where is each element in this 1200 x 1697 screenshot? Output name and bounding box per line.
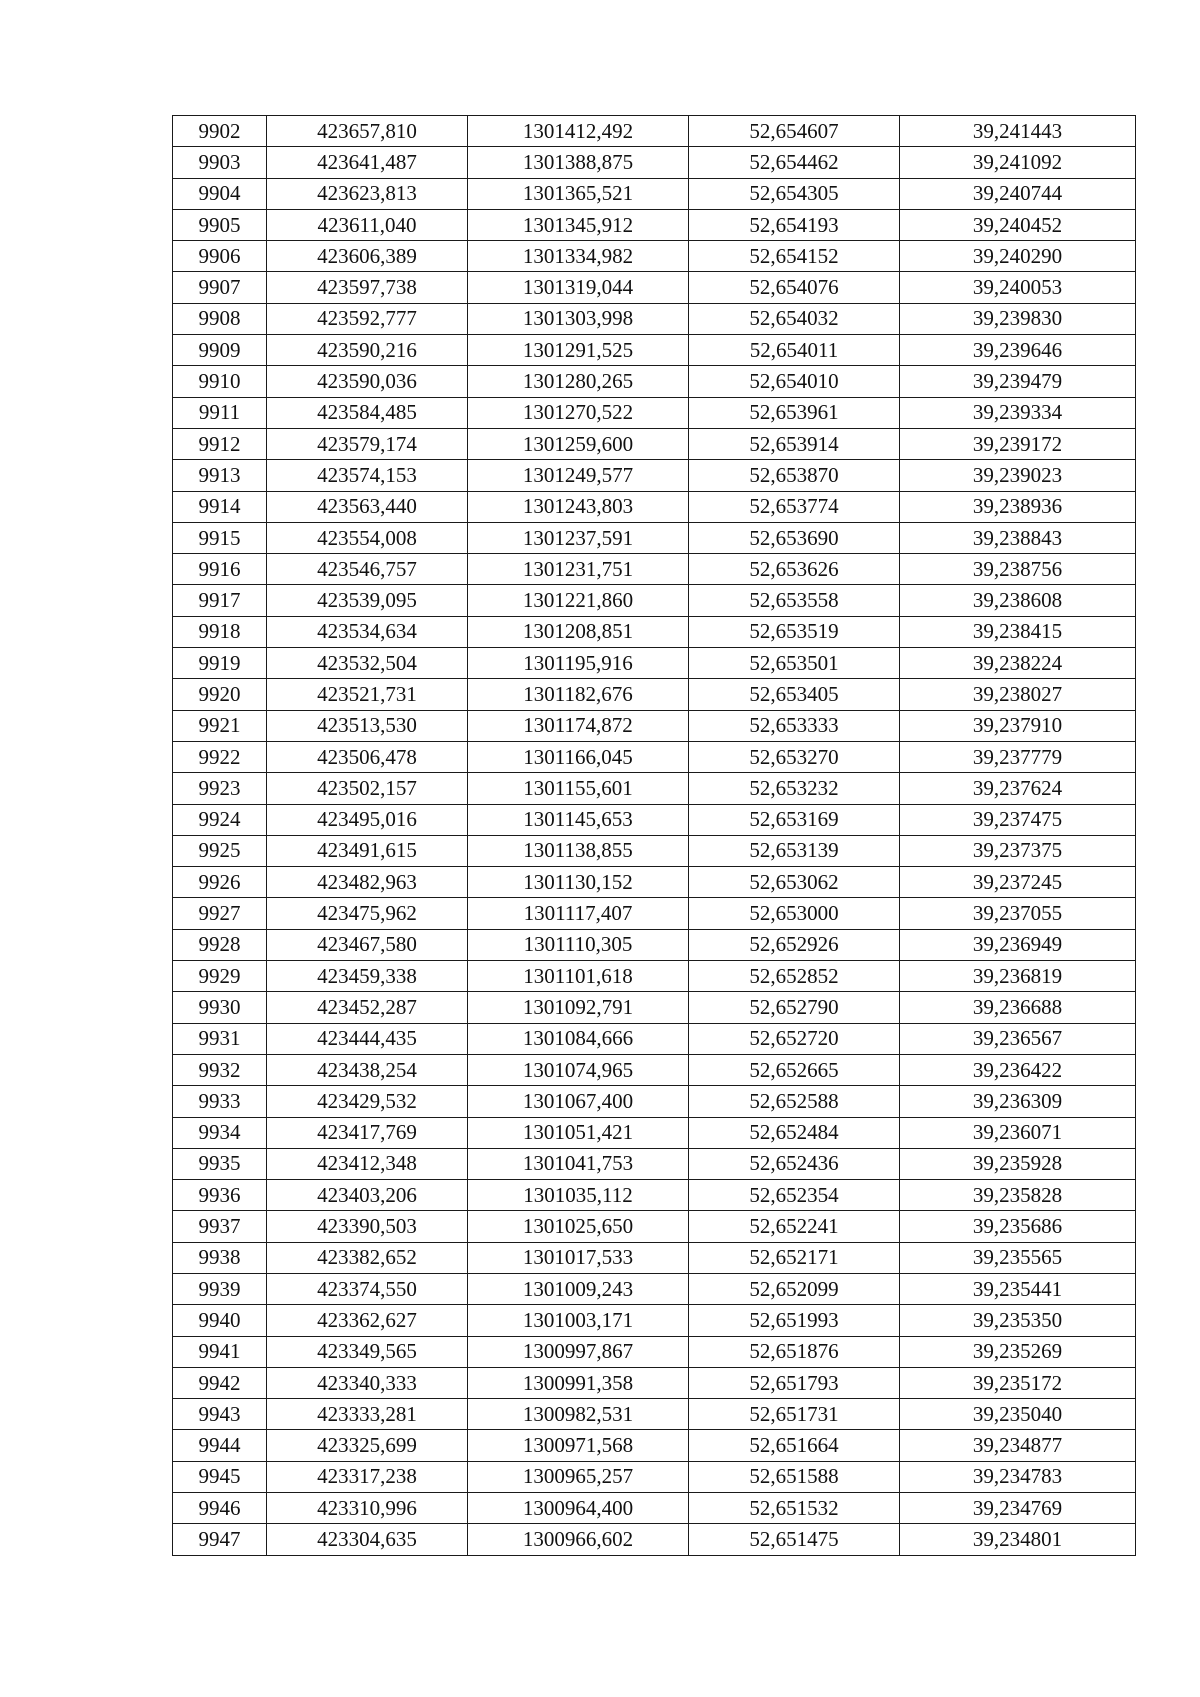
- longitude-cell: 39,239023: [900, 460, 1136, 491]
- latitude-cell: 52,651664: [689, 1430, 900, 1461]
- point-number-cell: 9902: [173, 116, 267, 147]
- x-coordinate-cell: 423502,157: [267, 773, 468, 804]
- x-coordinate-cell: 423429,532: [267, 1086, 468, 1117]
- x-coordinate-cell: 423563,440: [267, 491, 468, 522]
- x-coordinate-cell: 423597,738: [267, 272, 468, 303]
- point-number-cell: 9920: [173, 679, 267, 710]
- longitude-cell: 39,238936: [900, 491, 1136, 522]
- table-row: [173, 178, 1136, 209]
- x-coordinate-cell: 423506,478: [267, 741, 468, 772]
- latitude-cell: 52,654193: [689, 209, 900, 240]
- latitude-cell: 52,654462: [689, 147, 900, 178]
- longitude-cell: 39,239334: [900, 397, 1136, 428]
- table-row: [173, 116, 1136, 147]
- table-row: [173, 585, 1136, 616]
- latitude-cell: 52,654607: [689, 116, 900, 147]
- table-row: [173, 961, 1136, 992]
- table-row: [173, 1399, 1136, 1430]
- point-number-cell: 9943: [173, 1399, 267, 1430]
- point-number-cell: 9904: [173, 178, 267, 209]
- longitude-cell: 39,236949: [900, 929, 1136, 960]
- table-row: [173, 366, 1136, 397]
- longitude-cell: 39,235269: [900, 1336, 1136, 1367]
- x-coordinate-cell: 423657,810: [267, 116, 468, 147]
- y-coordinate-cell: 1301195,916: [468, 648, 689, 679]
- table-row: [173, 1367, 1136, 1398]
- point-number-cell: 9917: [173, 585, 267, 616]
- y-coordinate-cell: 1301221,860: [468, 585, 689, 616]
- x-coordinate-cell: 423641,487: [267, 147, 468, 178]
- table-row: [173, 992, 1136, 1023]
- y-coordinate-cell: 1301291,525: [468, 335, 689, 366]
- point-number-cell: 9936: [173, 1180, 267, 1211]
- x-coordinate-cell: 423362,627: [267, 1305, 468, 1336]
- point-number-cell: 9930: [173, 992, 267, 1023]
- table-row: [173, 1054, 1136, 1085]
- point-number-cell: 9913: [173, 460, 267, 491]
- latitude-cell: 52,653062: [689, 867, 900, 898]
- latitude-cell: 52,653139: [689, 835, 900, 866]
- longitude-cell: 39,236071: [900, 1117, 1136, 1148]
- y-coordinate-cell: 1301067,400: [468, 1086, 689, 1117]
- x-coordinate-cell: 423340,333: [267, 1367, 468, 1398]
- longitude-cell: 39,237055: [900, 898, 1136, 929]
- longitude-cell: 39,234877: [900, 1430, 1136, 1461]
- coordinates-table: [172, 115, 1136, 1556]
- table-row: [173, 1242, 1136, 1273]
- x-coordinate-cell: 423521,731: [267, 679, 468, 710]
- longitude-cell: 39,237475: [900, 804, 1136, 835]
- y-coordinate-cell: 1301138,855: [468, 835, 689, 866]
- latitude-cell: 52,652852: [689, 961, 900, 992]
- x-coordinate-cell: 423611,040: [267, 209, 468, 240]
- x-coordinate-cell: 423482,963: [267, 867, 468, 898]
- y-coordinate-cell: 1301280,265: [468, 366, 689, 397]
- latitude-cell: 52,652926: [689, 929, 900, 960]
- longitude-cell: 39,240290: [900, 241, 1136, 272]
- longitude-cell: 39,236309: [900, 1086, 1136, 1117]
- table-row: [173, 1273, 1136, 1304]
- latitude-cell: 52,652790: [689, 992, 900, 1023]
- latitude-cell: 52,653501: [689, 648, 900, 679]
- table-row: [173, 929, 1136, 960]
- longitude-cell: 39,235040: [900, 1399, 1136, 1430]
- x-coordinate-cell: 423349,565: [267, 1336, 468, 1367]
- table-row: [173, 1493, 1136, 1524]
- table-row: [173, 1148, 1136, 1179]
- table-row: [173, 1211, 1136, 1242]
- table-row: [173, 272, 1136, 303]
- x-coordinate-cell: 423374,550: [267, 1273, 468, 1304]
- y-coordinate-cell: 1301270,522: [468, 397, 689, 428]
- longitude-cell: 39,235565: [900, 1242, 1136, 1273]
- table-row: [173, 397, 1136, 428]
- x-coordinate-cell: 423491,615: [267, 835, 468, 866]
- y-coordinate-cell: 1301182,676: [468, 679, 689, 710]
- y-coordinate-cell: 1301155,601: [468, 773, 689, 804]
- point-number-cell: 9921: [173, 710, 267, 741]
- y-coordinate-cell: 1301041,753: [468, 1148, 689, 1179]
- longitude-cell: 39,239830: [900, 303, 1136, 334]
- y-coordinate-cell: 1301412,492: [468, 116, 689, 147]
- latitude-cell: 52,653690: [689, 522, 900, 553]
- x-coordinate-cell: 423325,699: [267, 1430, 468, 1461]
- y-coordinate-cell: 1301074,965: [468, 1054, 689, 1085]
- point-number-cell: 9942: [173, 1367, 267, 1398]
- latitude-cell: 52,653270: [689, 741, 900, 772]
- point-number-cell: 9914: [173, 491, 267, 522]
- longitude-cell: 39,240744: [900, 178, 1136, 209]
- table-row: [173, 804, 1136, 835]
- table-row: [173, 1336, 1136, 1367]
- table-row: [173, 147, 1136, 178]
- longitude-cell: 39,234783: [900, 1461, 1136, 1492]
- y-coordinate-cell: 1301092,791: [468, 992, 689, 1023]
- point-number-cell: 9905: [173, 209, 267, 240]
- longitude-cell: 39,240053: [900, 272, 1136, 303]
- x-coordinate-cell: 423438,254: [267, 1054, 468, 1085]
- latitude-cell: 52,652171: [689, 1242, 900, 1273]
- y-coordinate-cell: 1301319,044: [468, 272, 689, 303]
- x-coordinate-cell: 423592,777: [267, 303, 468, 334]
- latitude-cell: 52,653519: [689, 616, 900, 647]
- y-coordinate-cell: 1301110,305: [468, 929, 689, 960]
- x-coordinate-cell: 423539,095: [267, 585, 468, 616]
- table-row: [173, 616, 1136, 647]
- x-coordinate-cell: 423590,216: [267, 335, 468, 366]
- y-coordinate-cell: 1300991,358: [468, 1367, 689, 1398]
- longitude-cell: 39,239646: [900, 335, 1136, 366]
- x-coordinate-cell: 423412,348: [267, 1148, 468, 1179]
- point-number-cell: 9928: [173, 929, 267, 960]
- point-number-cell: 9934: [173, 1117, 267, 1148]
- x-coordinate-cell: 423417,769: [267, 1117, 468, 1148]
- latitude-cell: 52,652665: [689, 1054, 900, 1085]
- longitude-cell: 39,238415: [900, 616, 1136, 647]
- table-row: [173, 741, 1136, 772]
- table-row: [173, 898, 1136, 929]
- table-row: [173, 1086, 1136, 1117]
- x-coordinate-cell: 423467,580: [267, 929, 468, 960]
- longitude-cell: 39,237375: [900, 835, 1136, 866]
- latitude-cell: 52,653558: [689, 585, 900, 616]
- x-coordinate-cell: 423606,389: [267, 241, 468, 272]
- longitude-cell: 39,241092: [900, 147, 1136, 178]
- latitude-cell: 52,653626: [689, 554, 900, 585]
- y-coordinate-cell: 1301117,407: [468, 898, 689, 929]
- point-number-cell: 9907: [173, 272, 267, 303]
- y-coordinate-cell: 1301101,618: [468, 961, 689, 992]
- latitude-cell: 52,653870: [689, 460, 900, 491]
- table-row: [173, 522, 1136, 553]
- y-coordinate-cell: 1301025,650: [468, 1211, 689, 1242]
- latitude-cell: 52,654032: [689, 303, 900, 334]
- point-number-cell: 9908: [173, 303, 267, 334]
- point-number-cell: 9941: [173, 1336, 267, 1367]
- x-coordinate-cell: 423333,281: [267, 1399, 468, 1430]
- longitude-cell: 39,240452: [900, 209, 1136, 240]
- table-row: [173, 773, 1136, 804]
- latitude-cell: 52,651993: [689, 1305, 900, 1336]
- point-number-cell: 9926: [173, 867, 267, 898]
- y-coordinate-cell: 1300997,867: [468, 1336, 689, 1367]
- table-row: [173, 241, 1136, 272]
- latitude-cell: 52,654305: [689, 178, 900, 209]
- point-number-cell: 9916: [173, 554, 267, 585]
- y-coordinate-cell: 1301334,982: [468, 241, 689, 272]
- point-number-cell: 9947: [173, 1524, 267, 1555]
- y-coordinate-cell: 1301243,803: [468, 491, 689, 522]
- point-number-cell: 9938: [173, 1242, 267, 1273]
- point-number-cell: 9945: [173, 1461, 267, 1492]
- longitude-cell: 39,236688: [900, 992, 1136, 1023]
- y-coordinate-cell: 1300971,568: [468, 1430, 689, 1461]
- table-row: [173, 648, 1136, 679]
- x-coordinate-cell: 423317,238: [267, 1461, 468, 1492]
- latitude-cell: 52,653333: [689, 710, 900, 741]
- latitude-cell: 52,654011: [689, 335, 900, 366]
- table-row: [173, 460, 1136, 491]
- longitude-cell: 39,235441: [900, 1273, 1136, 1304]
- latitude-cell: 52,651588: [689, 1461, 900, 1492]
- y-coordinate-cell: 1301231,751: [468, 554, 689, 585]
- latitude-cell: 52,653405: [689, 679, 900, 710]
- longitude-cell: 39,235828: [900, 1180, 1136, 1211]
- point-number-cell: 9927: [173, 898, 267, 929]
- x-coordinate-cell: 423310,996: [267, 1493, 468, 1524]
- x-coordinate-cell: 423452,287: [267, 992, 468, 1023]
- latitude-cell: 52,651731: [689, 1399, 900, 1430]
- point-number-cell: 9935: [173, 1148, 267, 1179]
- latitude-cell: 52,651475: [689, 1524, 900, 1555]
- point-number-cell: 9929: [173, 961, 267, 992]
- longitude-cell: 39,239172: [900, 428, 1136, 459]
- point-number-cell: 9910: [173, 366, 267, 397]
- latitude-cell: 52,652099: [689, 1273, 900, 1304]
- longitude-cell: 39,238756: [900, 554, 1136, 585]
- table-row: [173, 835, 1136, 866]
- table-row: [173, 867, 1136, 898]
- table-row: [173, 554, 1136, 585]
- longitude-cell: 39,237245: [900, 867, 1136, 898]
- table-row: [173, 679, 1136, 710]
- latitude-cell: 52,653169: [689, 804, 900, 835]
- x-coordinate-cell: 423304,635: [267, 1524, 468, 1555]
- point-number-cell: 9925: [173, 835, 267, 866]
- y-coordinate-cell: 1301208,851: [468, 616, 689, 647]
- y-coordinate-cell: 1301174,872: [468, 710, 689, 741]
- latitude-cell: 52,652588: [689, 1086, 900, 1117]
- longitude-cell: 39,235928: [900, 1148, 1136, 1179]
- longitude-cell: 39,239479: [900, 366, 1136, 397]
- point-number-cell: 9946: [173, 1493, 267, 1524]
- table-row: [173, 1430, 1136, 1461]
- longitude-cell: 39,234769: [900, 1493, 1136, 1524]
- x-coordinate-cell: 423546,757: [267, 554, 468, 585]
- table-row: [173, 1117, 1136, 1148]
- latitude-cell: 52,652720: [689, 1023, 900, 1054]
- table-row: [173, 710, 1136, 741]
- table-row: [173, 1524, 1136, 1555]
- y-coordinate-cell: 1301259,600: [468, 428, 689, 459]
- y-coordinate-cell: 1301017,533: [468, 1242, 689, 1273]
- longitude-cell: 39,241443: [900, 116, 1136, 147]
- x-coordinate-cell: 423390,503: [267, 1211, 468, 1242]
- y-coordinate-cell: 1301130,152: [468, 867, 689, 898]
- point-number-cell: 9906: [173, 241, 267, 272]
- y-coordinate-cell: 1301166,045: [468, 741, 689, 772]
- point-number-cell: 9932: [173, 1054, 267, 1085]
- x-coordinate-cell: 423590,036: [267, 366, 468, 397]
- x-coordinate-cell: 423584,485: [267, 397, 468, 428]
- table-row: [173, 335, 1136, 366]
- point-number-cell: 9903: [173, 147, 267, 178]
- table-row: [173, 1023, 1136, 1054]
- x-coordinate-cell: 423574,153: [267, 460, 468, 491]
- table-row: [173, 1180, 1136, 1211]
- point-number-cell: 9939: [173, 1273, 267, 1304]
- x-coordinate-cell: 423403,206: [267, 1180, 468, 1211]
- x-coordinate-cell: 423623,813: [267, 178, 468, 209]
- point-number-cell: 9940: [173, 1305, 267, 1336]
- table-row: [173, 491, 1136, 522]
- y-coordinate-cell: 1301388,875: [468, 147, 689, 178]
- latitude-cell: 52,652354: [689, 1180, 900, 1211]
- y-coordinate-cell: 1301365,521: [468, 178, 689, 209]
- longitude-cell: 39,238608: [900, 585, 1136, 616]
- point-number-cell: 9911: [173, 397, 267, 428]
- point-number-cell: 9944: [173, 1430, 267, 1461]
- x-coordinate-cell: 423513,530: [267, 710, 468, 741]
- latitude-cell: 52,651876: [689, 1336, 900, 1367]
- longitude-cell: 39,237624: [900, 773, 1136, 804]
- latitude-cell: 52,654152: [689, 241, 900, 272]
- latitude-cell: 52,651532: [689, 1493, 900, 1524]
- table-row: [173, 428, 1136, 459]
- latitude-cell: 52,652241: [689, 1211, 900, 1242]
- latitude-cell: 52,652484: [689, 1117, 900, 1148]
- y-coordinate-cell: 1300965,257: [468, 1461, 689, 1492]
- latitude-cell: 52,652436: [689, 1148, 900, 1179]
- table-row: [173, 303, 1136, 334]
- y-coordinate-cell: 1301303,998: [468, 303, 689, 334]
- table-row: [173, 1461, 1136, 1492]
- y-coordinate-cell: 1301035,112: [468, 1180, 689, 1211]
- y-coordinate-cell: 1301051,421: [468, 1117, 689, 1148]
- longitude-cell: 39,234801: [900, 1524, 1136, 1555]
- latitude-cell: 52,653914: [689, 428, 900, 459]
- longitude-cell: 39,235686: [900, 1211, 1136, 1242]
- x-coordinate-cell: 423444,435: [267, 1023, 468, 1054]
- latitude-cell: 52,653774: [689, 491, 900, 522]
- point-number-cell: 9924: [173, 804, 267, 835]
- x-coordinate-cell: 423495,016: [267, 804, 468, 835]
- y-coordinate-cell: 1300964,400: [468, 1493, 689, 1524]
- latitude-cell: 52,653961: [689, 397, 900, 428]
- point-number-cell: 9937: [173, 1211, 267, 1242]
- latitude-cell: 52,653232: [689, 773, 900, 804]
- coordinates-table-body: [173, 116, 1136, 1556]
- y-coordinate-cell: 1301249,577: [468, 460, 689, 491]
- latitude-cell: 52,651793: [689, 1367, 900, 1398]
- longitude-cell: 39,236819: [900, 961, 1136, 992]
- table-row: [173, 209, 1136, 240]
- latitude-cell: 52,653000: [689, 898, 900, 929]
- latitude-cell: 52,654076: [689, 272, 900, 303]
- longitude-cell: 39,235172: [900, 1367, 1136, 1398]
- point-number-cell: 9912: [173, 428, 267, 459]
- table-row: [173, 1305, 1136, 1336]
- y-coordinate-cell: 1301003,171: [468, 1305, 689, 1336]
- point-number-cell: 9931: [173, 1023, 267, 1054]
- y-coordinate-cell: 1301009,243: [468, 1273, 689, 1304]
- y-coordinate-cell: 1301237,591: [468, 522, 689, 553]
- y-coordinate-cell: 1300966,602: [468, 1524, 689, 1555]
- x-coordinate-cell: 423475,962: [267, 898, 468, 929]
- point-number-cell: 9922: [173, 741, 267, 772]
- longitude-cell: 39,238027: [900, 679, 1136, 710]
- longitude-cell: 39,238224: [900, 648, 1136, 679]
- longitude-cell: 39,236422: [900, 1054, 1136, 1085]
- longitude-cell: 39,237910: [900, 710, 1136, 741]
- point-number-cell: 9909: [173, 335, 267, 366]
- y-coordinate-cell: 1301084,666: [468, 1023, 689, 1054]
- longitude-cell: 39,236567: [900, 1023, 1136, 1054]
- x-coordinate-cell: 423532,504: [267, 648, 468, 679]
- longitude-cell: 39,238843: [900, 522, 1136, 553]
- y-coordinate-cell: 1300982,531: [468, 1399, 689, 1430]
- y-coordinate-cell: 1301345,912: [468, 209, 689, 240]
- point-number-cell: 9919: [173, 648, 267, 679]
- point-number-cell: 9918: [173, 616, 267, 647]
- x-coordinate-cell: 423382,652: [267, 1242, 468, 1273]
- x-coordinate-cell: 423554,008: [267, 522, 468, 553]
- longitude-cell: 39,237779: [900, 741, 1136, 772]
- x-coordinate-cell: 423579,174: [267, 428, 468, 459]
- x-coordinate-cell: 423459,338: [267, 961, 468, 992]
- y-coordinate-cell: 1301145,653: [468, 804, 689, 835]
- point-number-cell: 9915: [173, 522, 267, 553]
- latitude-cell: 52,654010: [689, 366, 900, 397]
- point-number-cell: 9923: [173, 773, 267, 804]
- longitude-cell: 39,235350: [900, 1305, 1136, 1336]
- point-number-cell: 9933: [173, 1086, 267, 1117]
- x-coordinate-cell: 423534,634: [267, 616, 468, 647]
